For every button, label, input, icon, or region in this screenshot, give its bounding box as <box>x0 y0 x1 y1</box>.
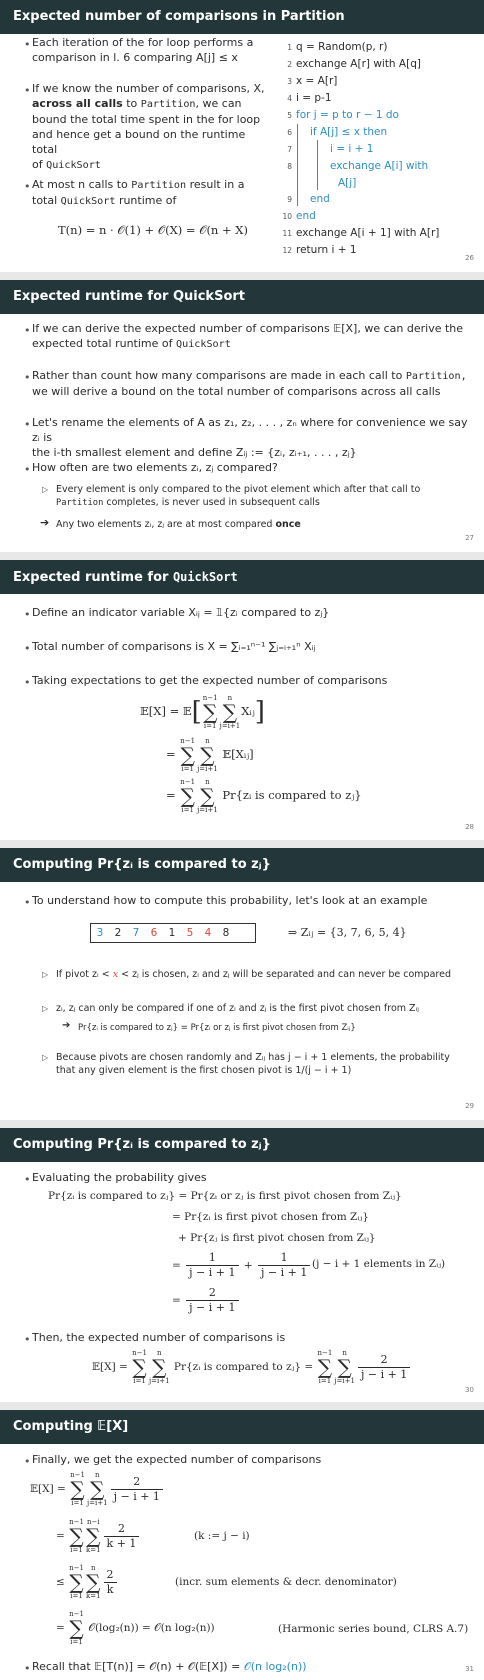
bullet-text: Define an indicator variable Xᵢⱼ = 𝟙{zᵢ compared to zⱼ} <box>32 606 330 619</box>
final-note-4: (Harmonic series bound, CLRS A.7) <box>278 1623 469 1635</box>
bullet-text: To understand how to compute this probability, let's look at an example <box>32 894 428 907</box>
algo-line: 7 i = i + 1 <box>287 143 374 155</box>
slide-title: Computing 𝔼[X] <box>0 1410 484 1444</box>
slide-title: Expected runtime for QuickSort <box>0 280 484 314</box>
algo-line: 2 exchange A[r] with A[q] <box>287 58 421 70</box>
slide-31 <box>0 1410 484 1680</box>
arrow-right-icon: ➔ <box>62 1020 71 1031</box>
algo-line: 5 for j = p to r − 1 do <box>287 109 399 121</box>
algo-line: 11 exchange A[i + 1] with A[r] <box>282 227 440 239</box>
page-number: 26 <box>465 254 474 262</box>
sub-bullet-text: If pivot zᵢ < x < zⱼ is chosen, zᵢ and zⱼ will be separated and can never be compared <box>56 969 451 980</box>
bullet-text: Rather than count how many comparisons are made in each call to Partition, we will derive a bound on the total number of comparisons across all calls <box>32 369 467 398</box>
slide-separator <box>0 272 484 280</box>
slide-title: Computing Pr{zᵢ is compared to zⱼ} <box>0 1128 484 1162</box>
algo-line: 3 x = A[r] <box>287 75 338 87</box>
triangle-bullet-icon: ▷ <box>42 970 49 979</box>
final-line-3: ≤ n−1 ∑ i=1n ∑ k=1 $\frac{2}{k}$ <box>56 1564 119 1600</box>
algo-line: 1 q = Random(p, r) <box>287 41 388 53</box>
bullet-marker: • <box>24 1333 31 1346</box>
bullet-text: Let's rename the elements of A as z₁, z₂, . . . , zₙ where for convenience we say zᵢ is the i-th smallest element and define Zᵢⱼ := {zᵢ, zᵢ₊₁, . . . , zⱼ} <box>32 416 468 459</box>
prob-line-4: = $\frac{1}{j - i + 1}$ + $\frac{1}{j - i + 1}$ <box>172 1251 312 1280</box>
expectation-line-1: 𝔼[X] = 𝔼[n−1 ∑ i=1n ∑ j=i+1Xᵢⱼ] <box>140 694 265 730</box>
page-number: 27 <box>465 534 474 542</box>
triangle-bullet-icon: ▷ <box>42 1004 49 1013</box>
array-cell: 5 <box>186 927 194 939</box>
prob-line-5: = $\frac{2}{j - i + 1}$ <box>172 1286 241 1315</box>
expectation-line-3: = n−1 ∑ i=1n ∑ j=i+1 Pr{zᵢ is compared to zⱼ} <box>166 778 362 814</box>
bullet-marker: • <box>24 38 31 51</box>
algo-line: 12 return i + 1 <box>282 244 357 256</box>
slide-28 <box>0 560 484 840</box>
slide-separator <box>0 840 484 848</box>
equivalence-text: Pr{zᵢ is compared to zⱼ} = Pr{zᵢ or zⱼ is first pivot chosen from Zᵢⱼ} <box>78 1023 356 1033</box>
expectation-line-2: = n−1 ∑ i=1n ∑ j=i+1 𝔼[Xᵢⱼ] <box>166 737 254 773</box>
page-number: 28 <box>465 823 474 831</box>
slide-separator <box>0 552 484 560</box>
partition-algorithm <box>280 39 480 259</box>
z-set: ⇒ Zᵢⱼ = {3, 7, 6, 5, 4} <box>288 926 407 939</box>
slide-27 <box>0 280 484 552</box>
page-number: 30 <box>465 1386 474 1394</box>
sub-bullet-text: zᵢ, zⱼ can only be compared if one of zᵢ and zⱼ is the first pivot chosen from Zᵢⱼ <box>56 1003 419 1014</box>
bullet-text: Finally, we get the expected number of comparisons <box>32 1453 322 1466</box>
bullet-marker: • <box>24 608 31 621</box>
page-number: 29 <box>465 1102 474 1110</box>
slide-title: Computing Pr{zᵢ is compared to zⱼ} <box>0 848 484 882</box>
sub-bullet-text: Because pivots are chosen randomly and Zᵢⱼ has j − i + 1 elements, the probability that any given element is the first chosen pivot is 1/(j − i + 1) <box>56 1052 450 1076</box>
bullet-text: How often are two elements zᵢ, zⱼ compared? <box>32 461 278 474</box>
bullet-marker: • <box>24 418 31 431</box>
runtime-formula: T(n) = n · 𝒪(1) + 𝒪(X) = 𝒪(n + X) <box>58 223 248 237</box>
bullet-text: Recall that 𝔼[T(n)] = 𝒪(n) + 𝒪(𝔼[X]) = 𝒪(n log₂(n)) <box>32 1660 307 1673</box>
array-cell: 7 <box>132 927 140 939</box>
array-cell: 8 <box>222 927 230 939</box>
array-cell: 6 <box>150 927 158 939</box>
bullet-text: At most n calls to Partition result in a total QuickSort runtime of <box>32 178 245 207</box>
sub-bullet-text: Every element is only compared to the pivot element which after that call to Partition completes, is never used in subsequent calls <box>56 484 421 508</box>
slide-26 <box>0 0 484 272</box>
bullet-marker: • <box>24 676 31 689</box>
bullet-text: If we know the number of comparisons, X, across all calls to Partition, we can bound the total time spent in the for loop and hence get a bound on the runtime total of QuickSort <box>32 82 265 171</box>
final-note-1: (k := j − i) <box>194 1530 250 1542</box>
bullet-marker: • <box>24 1455 31 1468</box>
bullet-text: Then, the expected number of comparisons is <box>32 1331 286 1344</box>
bullet-marker: • <box>24 1662 31 1675</box>
bullet-text: If we can derive the expected number of comparisons 𝔼[X], we can derive the expected total runtime of QuickSort <box>32 322 464 350</box>
prob-line-3: + Pr{zⱼ is first pivot chosen from Zᵢⱼ} <box>178 1232 376 1244</box>
slide-29 <box>0 848 484 1120</box>
triangle-bullet-icon: ▷ <box>42 485 49 494</box>
algo-line: 8 exchange A[i] with <box>287 160 429 172</box>
final-note-2: (incr. sum elements & decr. denominator) <box>175 1576 397 1588</box>
algo-line: 9 end <box>287 193 330 205</box>
bullet-marker: • <box>24 84 31 97</box>
prob-line-1: Pr{zᵢ is compared to zⱼ} = Pr{zᵢ or zⱼ is first pivot chosen from Zᵢⱼ} <box>48 1190 402 1202</box>
algo-line: 10 end <box>282 210 316 222</box>
conclusion-text: Any two elements zᵢ, zⱼ are at most compared once <box>56 519 301 530</box>
bullet-text: Taking expectations to get the expected number of comparisons <box>32 674 388 687</box>
bullet-text: Each iteration of the for loop performs a comparison in l. 6 comparing A[j] ≤ x <box>32 36 254 64</box>
algo-line: A[j] <box>338 177 357 189</box>
slide-title: Expected number of comparisons in Partition <box>0 0 484 34</box>
bullet-marker: • <box>24 642 31 655</box>
bullet-marker: • <box>24 180 31 193</box>
prob-note: (j − i + 1 elements in Zᵢⱼ) <box>312 1258 446 1270</box>
for-loop-bar <box>297 124 298 206</box>
slide-separator <box>0 1120 484 1128</box>
page-number: 31 <box>465 1665 474 1673</box>
example-array <box>90 923 256 943</box>
bullet-text: Evaluating the probability gives <box>32 1171 207 1184</box>
array-cell: 3 <box>96 927 104 939</box>
slide-title: Expected runtime for QuickSort <box>0 560 484 594</box>
bullet-marker: • <box>24 324 31 337</box>
bullet-marker: • <box>24 371 31 384</box>
arrow-right-icon: ➔ <box>40 516 50 529</box>
bullet-marker: • <box>24 896 31 909</box>
final-line-2: = n−1 ∑ i=1n−i ∑ k=1 $\frac{2}{k + 1}$ <box>56 1518 141 1554</box>
array-cell: 2 <box>114 927 122 939</box>
slide-separator <box>0 1402 484 1410</box>
bullet-marker: • <box>24 1173 31 1186</box>
algo-line: 6 if A[j] ≤ x then <box>287 126 388 138</box>
bullet-text: Total number of comparisons is X = ∑ᵢ₌₁ⁿ⁻¹ ∑ⱼ₌ᵢ₊₁ⁿ Xᵢⱼ <box>32 640 316 653</box>
if-block-bar <box>317 140 318 190</box>
final-line-4: = n−1 ∑ i=1 𝒪(log₂(n)) = 𝒪(n log₂(n)) <box>56 1610 215 1646</box>
prob-line-2: = Pr{zᵢ is first pivot chosen from Zᵢⱼ} <box>172 1211 369 1223</box>
slide-30 <box>0 1128 484 1402</box>
triangle-bullet-icon: ▷ <box>42 1053 49 1062</box>
expected-comparisons: 𝔼[X] = n−1 ∑ i=1n ∑ j=i+1 Pr{zᵢ is compared to zⱼ} = n−1 ∑ i=1n ∑ j=i+1 $\frac{2}{j - i + 1}$ <box>92 1349 412 1385</box>
final-line-1: 𝔼[X] = n−1 ∑ i=1n ∑ j=i+1 $\frac{2}{j - i + 1}$ <box>30 1471 165 1507</box>
array-cell: 4 <box>204 927 212 939</box>
bullet-marker: • <box>24 463 31 476</box>
array-cell: 1 <box>168 927 176 939</box>
algo-line: 4 i = p-1 <box>287 92 332 104</box>
